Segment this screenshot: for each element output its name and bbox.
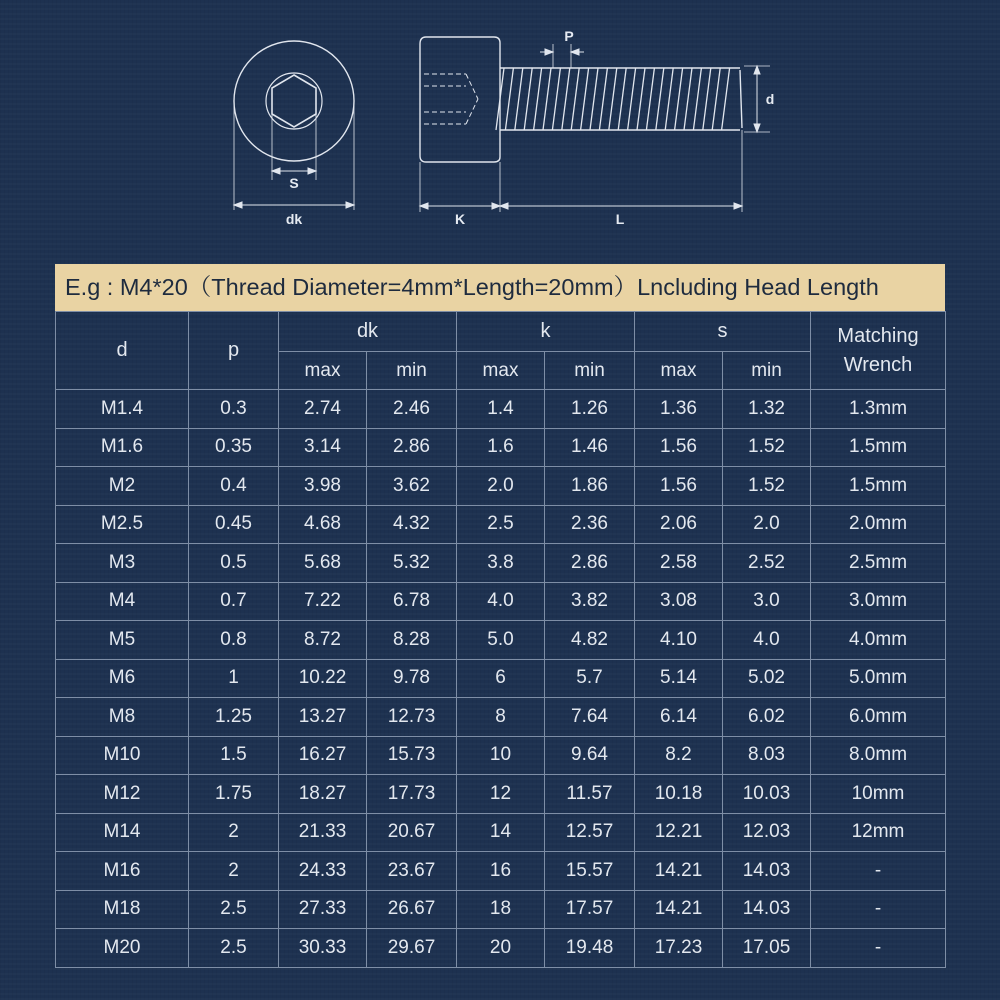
cell-p: 0.45 — [189, 505, 279, 544]
head-side-view — [420, 37, 500, 162]
cell-dk-min: 6.78 — [367, 582, 457, 621]
cell-k-max: 8 — [457, 698, 545, 737]
table-body — [56, 390, 946, 968]
cell-s-max: 12.21 — [635, 813, 723, 852]
cell-k-min: 12.57 — [545, 813, 635, 852]
header-p: p — [189, 312, 279, 390]
cell-s-max: 14.21 — [635, 852, 723, 891]
cell-k-max: 2.0 — [457, 467, 545, 506]
table-row — [56, 582, 946, 621]
cell-s-max: 5.14 — [635, 659, 723, 698]
cell-p: 2.5 — [189, 929, 279, 968]
head-top-view — [234, 41, 354, 161]
header-wrench-line2: Wrench — [843, 353, 913, 376]
cell-d: M6 — [56, 659, 189, 698]
cell-s-max: 1.56 — [635, 467, 723, 506]
cell-s-max: 17.23 — [635, 929, 723, 968]
cell-p: 1.5 — [189, 736, 279, 775]
header-k: k — [457, 312, 635, 352]
cell-dk-max: 5.68 — [279, 544, 367, 583]
cell-dk-max: 16.27 — [279, 736, 367, 775]
table-row — [56, 775, 946, 814]
table-row — [56, 813, 946, 852]
cell-p: 0.4 — [189, 467, 279, 506]
cell-wrench: 10mm — [811, 775, 946, 814]
cell-d: M5 — [56, 621, 189, 660]
cell-p: 0.3 — [189, 390, 279, 429]
cell-d: M8 — [56, 698, 189, 737]
cell-s-min: 12.03 — [723, 813, 811, 852]
cell-k-max: 16 — [457, 852, 545, 891]
header-k-max: max — [457, 352, 545, 390]
header-dk-min: min — [367, 352, 457, 390]
cell-dk-min: 8.28 — [367, 621, 457, 660]
cell-d: M16 — [56, 852, 189, 891]
cell-d: M3 — [56, 544, 189, 583]
cell-s-min: 8.03 — [723, 736, 811, 775]
cell-k-max: 1.6 — [457, 428, 545, 467]
cell-s-min: 14.03 — [723, 852, 811, 891]
cell-k-max: 14 — [457, 813, 545, 852]
label-k: K — [454, 211, 466, 227]
cell-wrench: 6.0mm — [811, 698, 946, 737]
label-d: d — [765, 91, 775, 107]
cell-dk-max: 8.72 — [279, 621, 367, 660]
cell-k-max: 10 — [457, 736, 545, 775]
cell-k-max: 6 — [457, 659, 545, 698]
cell-dk-max: 27.33 — [279, 890, 367, 929]
cell-k-max: 4.0 — [457, 582, 545, 621]
thread-lines — [496, 68, 730, 130]
screw-diagram — [0, 0, 1000, 260]
cell-wrench: - — [811, 929, 946, 968]
cell-p: 1.25 — [189, 698, 279, 737]
cell-k-min: 11.57 — [545, 775, 635, 814]
cell-dk-min: 20.67 — [367, 813, 457, 852]
table-row — [56, 505, 946, 544]
header-dk-max: max — [279, 352, 367, 390]
cell-wrench: 1.3mm — [811, 390, 946, 429]
cell-dk-max: 3.14 — [279, 428, 367, 467]
cell-k-min: 2.86 — [545, 544, 635, 583]
table-row — [56, 736, 946, 775]
cell-dk-max: 24.33 — [279, 852, 367, 891]
table-row — [56, 544, 946, 583]
cell-dk-min: 15.73 — [367, 736, 457, 775]
header-k-min: min — [545, 352, 635, 390]
cell-dk-min: 4.32 — [367, 505, 457, 544]
cell-s-min: 5.02 — [723, 659, 811, 698]
cell-k-min: 4.82 — [545, 621, 635, 660]
cell-k-min: 1.46 — [545, 428, 635, 467]
cell-wrench: 12mm — [811, 813, 946, 852]
cell-p: 1.75 — [189, 775, 279, 814]
label-p: P — [564, 28, 574, 44]
header-s-min: min — [723, 352, 811, 390]
header-d: d — [56, 312, 189, 390]
cell-wrench: 3.0mm — [811, 582, 946, 621]
header-s-max: max — [635, 352, 723, 390]
cell-k-min: 7.64 — [545, 698, 635, 737]
cell-p: 0.7 — [189, 582, 279, 621]
cell-s-min: 1.32 — [723, 390, 811, 429]
cell-wrench: 4.0mm — [811, 621, 946, 660]
header-dk: dk — [279, 312, 457, 352]
cell-dk-min: 26.67 — [367, 890, 457, 929]
label-dk: dk — [285, 211, 303, 227]
cell-dk-min: 5.32 — [367, 544, 457, 583]
label-s: S — [289, 175, 299, 191]
cell-d: M14 — [56, 813, 189, 852]
cell-k-min: 9.64 — [545, 736, 635, 775]
cell-wrench: 2.0mm — [811, 505, 946, 544]
cell-wrench: 5.0mm — [811, 659, 946, 698]
cell-d: M12 — [56, 775, 189, 814]
cell-wrench: 1.5mm — [811, 467, 946, 506]
cell-d: M2 — [56, 467, 189, 506]
cell-k-max: 18 — [457, 890, 545, 929]
cell-s-max: 1.56 — [635, 428, 723, 467]
cell-s-min: 14.03 — [723, 890, 811, 929]
cell-p: 0.35 — [189, 428, 279, 467]
cell-d: M2.5 — [56, 505, 189, 544]
table-row — [56, 929, 946, 968]
header-s: s — [635, 312, 811, 352]
table-row — [56, 467, 946, 506]
cell-dk-min: 3.62 — [367, 467, 457, 506]
label-l: L — [615, 211, 625, 227]
cell-k-min: 3.82 — [545, 582, 635, 621]
cell-k-max: 1.4 — [457, 390, 545, 429]
cell-k-max: 2.5 — [457, 505, 545, 544]
cell-wrench: 8.0mm — [811, 736, 946, 775]
cell-s-max: 14.21 — [635, 890, 723, 929]
cell-wrench: - — [811, 852, 946, 891]
cell-dk-min: 29.67 — [367, 929, 457, 968]
cell-wrench: 1.5mm — [811, 428, 946, 467]
cell-k-max: 5.0 — [457, 621, 545, 660]
cell-dk-min: 9.78 — [367, 659, 457, 698]
cell-dk-max: 18.27 — [279, 775, 367, 814]
hex-socket — [272, 75, 316, 127]
cell-s-min: 2.0 — [723, 505, 811, 544]
table-row — [56, 698, 946, 737]
cell-k-min: 5.7 — [545, 659, 635, 698]
table-row — [56, 852, 946, 891]
cell-dk-max: 2.74 — [279, 390, 367, 429]
cell-s-max: 1.36 — [635, 390, 723, 429]
cell-p: 0.5 — [189, 544, 279, 583]
specification-table — [55, 311, 946, 968]
cell-d: M18 — [56, 890, 189, 929]
header-wrench-line1: Matching — [837, 324, 919, 347]
cell-s-max: 3.08 — [635, 582, 723, 621]
cell-wrench: 2.5mm — [811, 544, 946, 583]
cell-dk-min: 23.67 — [367, 852, 457, 891]
cell-k-max: 12 — [457, 775, 545, 814]
cell-p: 0.8 — [189, 621, 279, 660]
table-row — [56, 659, 946, 698]
cell-d: M4 — [56, 582, 189, 621]
cell-s-max: 10.18 — [635, 775, 723, 814]
cell-dk-min: 17.73 — [367, 775, 457, 814]
cell-wrench: - — [811, 890, 946, 929]
header-matching-wrench — [811, 312, 946, 390]
cell-d: M20 — [56, 929, 189, 968]
cell-dk-max: 30.33 — [279, 929, 367, 968]
table-row — [56, 428, 946, 467]
cell-k-min: 1.86 — [545, 467, 635, 506]
cell-s-min: 4.0 — [723, 621, 811, 660]
cell-s-min: 10.03 — [723, 775, 811, 814]
cell-p: 2.5 — [189, 890, 279, 929]
cell-dk-max: 3.98 — [279, 467, 367, 506]
cell-k-max: 3.8 — [457, 544, 545, 583]
cell-s-max: 6.14 — [635, 698, 723, 737]
cell-k-min: 1.26 — [545, 390, 635, 429]
example-banner: E.g : M4*20（Thread Diameter=4mm*Length=20mm）Lncluding Head Length — [55, 264, 945, 311]
cell-s-min: 1.52 — [723, 428, 811, 467]
cell-dk-max: 21.33 — [279, 813, 367, 852]
cell-s-max: 8.2 — [635, 736, 723, 775]
cell-d: M10 — [56, 736, 189, 775]
cell-k-min: 2.36 — [545, 505, 635, 544]
cell-k-min: 17.57 — [545, 890, 635, 929]
table-row — [56, 390, 946, 429]
cell-s-max: 4.10 — [635, 621, 723, 660]
cell-dk-min: 2.86 — [367, 428, 457, 467]
cell-s-min: 2.52 — [723, 544, 811, 583]
cell-p: 2 — [189, 852, 279, 891]
cell-p: 2 — [189, 813, 279, 852]
table-row — [56, 890, 946, 929]
cell-s-max: 2.06 — [635, 505, 723, 544]
cell-s-min: 3.0 — [723, 582, 811, 621]
cell-k-min: 19.48 — [545, 929, 635, 968]
cell-dk-max: 4.68 — [279, 505, 367, 544]
cell-s-min: 1.52 — [723, 467, 811, 506]
cell-dk-max: 13.27 — [279, 698, 367, 737]
cell-dk-max: 7.22 — [279, 582, 367, 621]
cell-k-min: 15.57 — [545, 852, 635, 891]
cell-p: 1 — [189, 659, 279, 698]
cell-s-min: 6.02 — [723, 698, 811, 737]
cell-d: M1.4 — [56, 390, 189, 429]
cell-s-min: 17.05 — [723, 929, 811, 968]
cell-dk-min: 2.46 — [367, 390, 457, 429]
cell-dk-min: 12.73 — [367, 698, 457, 737]
cell-d: M1.6 — [56, 428, 189, 467]
cell-k-max: 20 — [457, 929, 545, 968]
cell-s-max: 2.58 — [635, 544, 723, 583]
table-row — [56, 621, 946, 660]
cell-dk-max: 10.22 — [279, 659, 367, 698]
